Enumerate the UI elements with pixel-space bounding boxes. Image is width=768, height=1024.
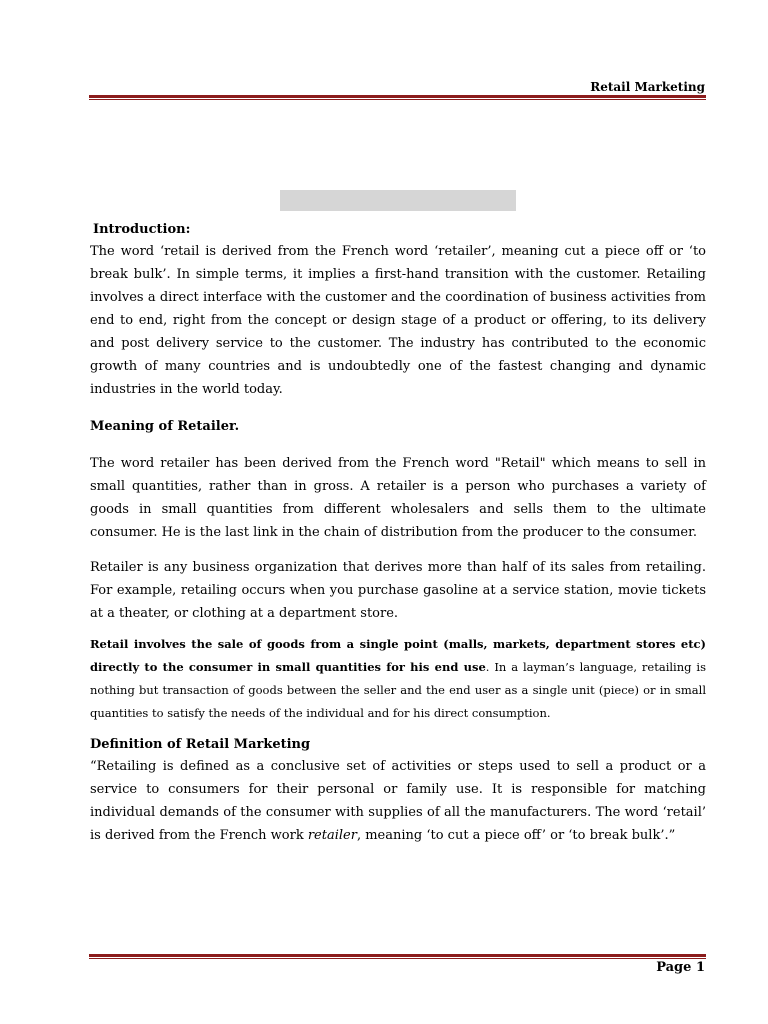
title-placeholder-block bbox=[280, 190, 516, 211]
retail-involves-bold-text: Retail involves the sale of goods from a single point (malls, markets, department stores etc) directly to the consumer in small quantities for his end use bbox=[90, 637, 706, 674]
footer-divider-thin bbox=[89, 958, 706, 959]
header-divider bbox=[89, 95, 706, 100]
running-header-title: Retail Marketing bbox=[590, 80, 705, 94]
introduction-paragraph: The word ‘retail is derived from the French word ‘retailer’, meaning cut a piece off or ‘to break bulk’. In simple terms, it implies a first-hand transition with the customer. Retailing involves a direct interface with the customer and the coordination of business activities from end to end, right from the concept or design stage of a product or offering, to its delivery and post delivery service to the customer. The industry has contributed to the economic growth of many countries and is undoubtedly one of the fastest changing and dynamic industries in the world today. bbox=[90, 244, 706, 397]
definition-text-b: , meaning ‘to cut a piece off’ or ‘to break bulk’.” bbox=[356, 828, 676, 843]
header-divider-thin bbox=[89, 99, 706, 100]
definition-heading: Definition of Retail Marketing bbox=[90, 737, 311, 752]
meaning-heading: Meaning of Retailer. bbox=[90, 419, 240, 434]
meaning-paragraph-1: The word retailer has been derived from the French word "Retail" which means to sell in small quantities, rather than in gross. A retailer is a person who purchases a variety of goods in small quantities from different wholesalers and sells them to the ultimate consumer. He is the last link in the chain of distribution from the producer to the consumer. bbox=[90, 456, 706, 540]
document-body bbox=[90, 222, 706, 847]
retail-involves-rest-text: . In a layman’s language, retailing is nothing but transaction of goods between the seller and the end user as a single unit (piece) or in small quantities to satisfy the needs of the individual and for his direct consumption. bbox=[90, 660, 706, 720]
retail-involves-paragraph bbox=[90, 633, 706, 725]
meaning-paragraph-2: Retailer is any business organization that derives more than half of its sales from retailing. For example, retailing occurs when you purchase gasoline at a service station, movie tickets at a theater, or clothing at a department store. bbox=[90, 560, 706, 621]
definition-text-a: “Retailing is defined as a conclusive set of activities or steps used to sell a product or a service to consumers for their personal or family use. It is responsible for matching individual demands of the consumer with supplies of all the manufacturers. The word ‘retail’ is derived from the French work bbox=[90, 759, 706, 843]
footer-divider bbox=[89, 954, 706, 959]
definition-text-italic: retailer bbox=[307, 828, 357, 843]
definition-paragraph bbox=[90, 755, 706, 847]
page-number: Page 1 bbox=[656, 960, 705, 975]
header-divider-thick bbox=[89, 95, 706, 98]
footer-divider-thick bbox=[89, 954, 706, 957]
introduction-heading: Introduction: bbox=[93, 222, 191, 237]
